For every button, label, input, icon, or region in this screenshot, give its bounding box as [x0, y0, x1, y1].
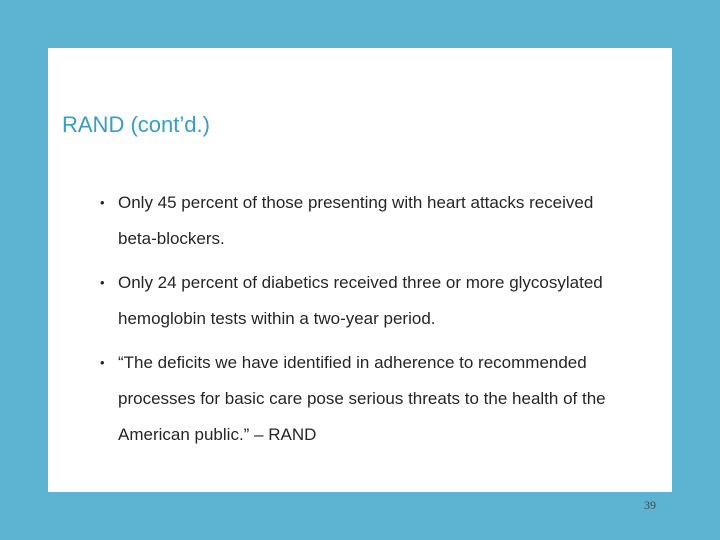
slide-panel	[48, 48, 672, 492]
bullet-text: “The deficits we have identified in adherence to recommended processes for basic care pose serious threats to the health of the American public.” – RAND	[118, 353, 606, 444]
bullet-dot-icon: •	[100, 195, 105, 210]
bullet-item	[100, 345, 620, 453]
page-number: 39	[644, 498, 656, 512]
bullet-dot-icon: •	[100, 355, 105, 370]
bullet-item	[100, 265, 620, 337]
bullet-item	[100, 185, 620, 257]
slide-title: RAND (cont’d.)	[62, 112, 210, 137]
bullet-text: Only 24 percent of diabetics received three or more glycosylated hemoglobin tests within a two-year period.	[118, 273, 603, 328]
bullet-dot-icon: •	[100, 275, 105, 290]
bullet-text: Only 45 percent of those presenting with heart attacks received beta-blockers.	[118, 193, 594, 248]
bullet-list	[100, 185, 620, 461]
